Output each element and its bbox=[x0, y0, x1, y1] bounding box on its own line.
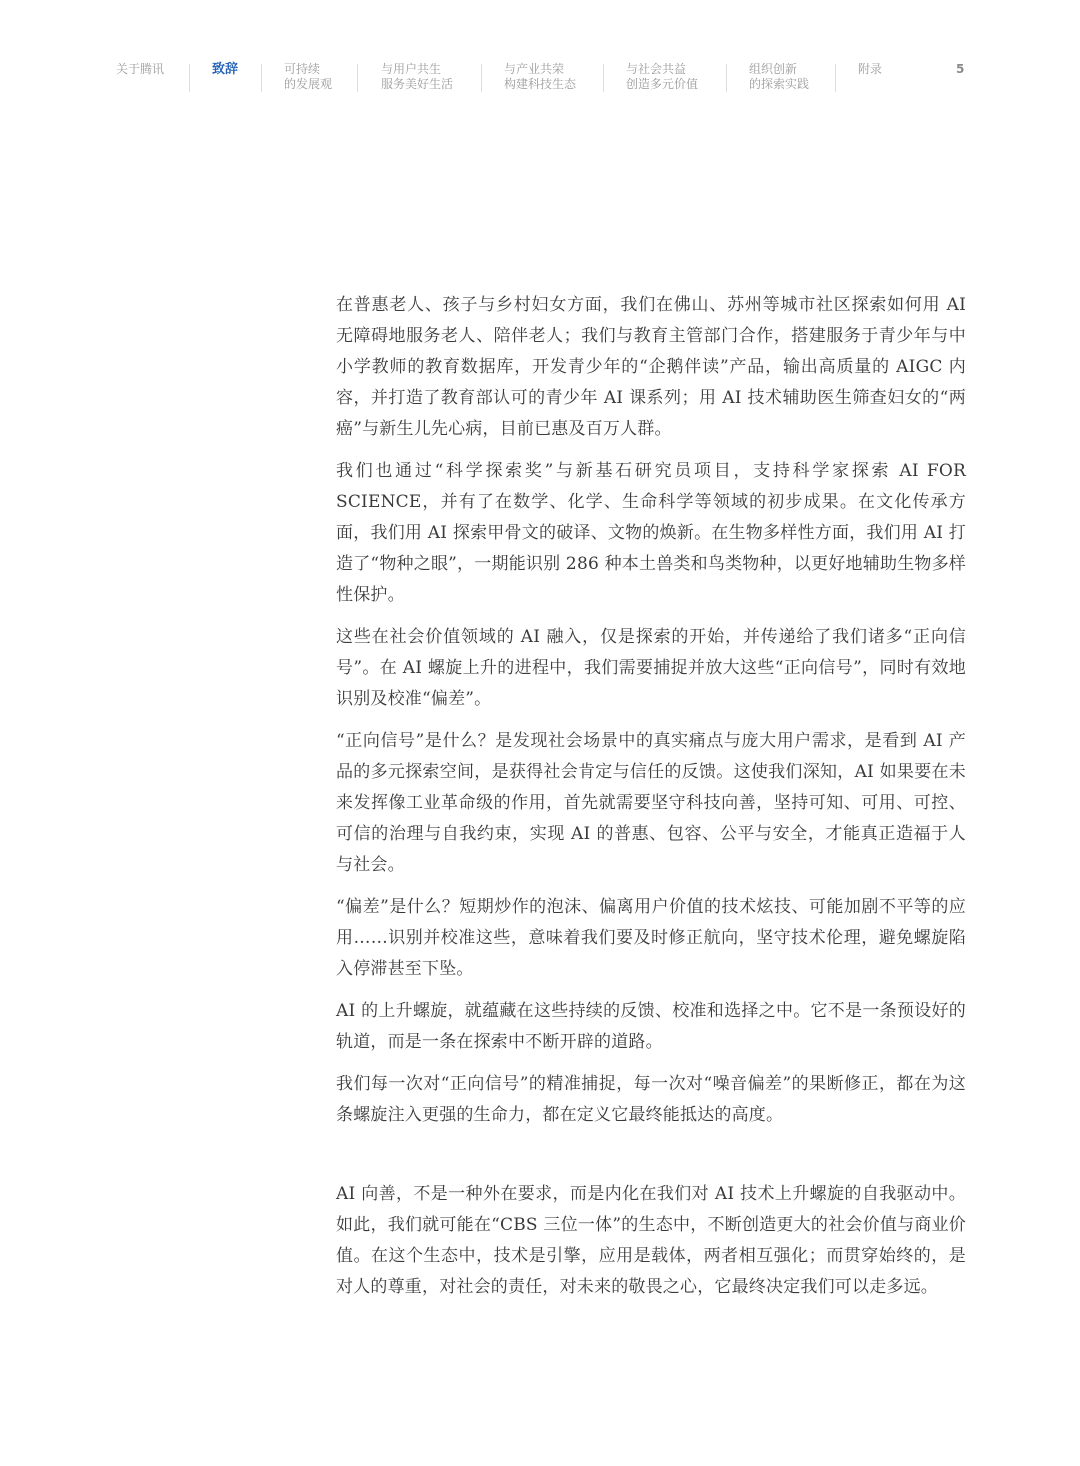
nav-divider bbox=[726, 64, 727, 92]
paragraph: 我们也通过“科学探索奖”与新基石研究员项目，支持科学家探索 AI FOR SCIENCE，并有了在数学、化学、生命科学等领域的初步成果。在文化传承方面，我们用 AI 探索甲骨文的破译、文物的焕新。在生物多样性方面，我们用 AI 打造了“物种之眼”，一期能识别 286 种本土兽类和鸟类物种，以更好地辅助生物多样性保护。 bbox=[336, 461, 966, 605]
nav-item-sublabel: 的发展观 bbox=[284, 77, 333, 91]
nav-item-users[interactable] bbox=[381, 62, 453, 92]
nav-item-label: 关于腾讯 bbox=[116, 62, 165, 76]
nav-item-label: 与用户共生 bbox=[381, 62, 442, 76]
article-body bbox=[336, 290, 966, 1314]
nav-item-sublabel: 的探索实践 bbox=[749, 77, 810, 91]
nav-divider bbox=[481, 64, 482, 92]
nav-item-label: 组织创新 bbox=[749, 62, 798, 76]
nav-divider bbox=[357, 64, 358, 92]
nav-item-address[interactable] bbox=[212, 62, 238, 77]
nav-item-sublabel: 构建科技生态 bbox=[504, 77, 577, 91]
nav-item-sustainable-development[interactable] bbox=[284, 62, 332, 92]
paragraph: “偏差”是什么？短期炒作的泡沫、偏离用户价值的技术炫技、可能加剧不平等的应用……识别并校准这些，意味着我们要及时修正航向，坚守技术伦理，避免螺旋陷入停滞甚至下坠。 bbox=[336, 897, 966, 979]
paragraph: AI 向善，不是一种外在要求，而是内化在我们对 AI 技术上升螺旋的自我驱动中。如此，我们就可能在“CBS 三位一体”的生态中，不断创造更大的社会价值与商业价值。在这个生态中，技术是引擎，应用是载体，两者相互强化；而贯穿始终的，是对人的尊重，对社会的责任，对未来的敬畏之心，它最终决定我们可以走多远。 bbox=[336, 1184, 966, 1297]
nav-item-label: 附录 bbox=[858, 62, 883, 76]
nav-item-organizational-innovation[interactable] bbox=[749, 62, 809, 92]
nav-divider bbox=[603, 64, 604, 92]
paragraph: AI 的上升螺旋，就蕴藏在这些持续的反馈、校准和选择之中。它不是一条预设好的轨道，而是一条在探索中不断开辟的道路。 bbox=[336, 1001, 966, 1052]
paragraph: 在普惠老人、孩子与乡村妇女方面，我们在佛山、苏州等城市社区探索如何用 AI 无障碍地服务老人、陪伴老人；我们与教育主管部门合作，搭建服务于青少年与中小学教师的教育数据库，开发青少年的“企鹅伴读”产品，输出高质量的 AIGC 内容，并打造了教育部认可的青少年 AI 课系列；用 AI 技术辅助医生筛查妇女的“两癌”与新生儿先心病，目前已惠及百万人群。 bbox=[336, 295, 966, 439]
nav-item-label: 与产业共荣 bbox=[504, 62, 565, 76]
nav-item-industry[interactable] bbox=[504, 62, 576, 92]
nav-item-label: 与社会共益 bbox=[626, 62, 687, 76]
nav-item-appendix[interactable] bbox=[858, 62, 882, 77]
nav-item-about-tencent[interactable] bbox=[116, 62, 164, 77]
paragraph: 我们每一次对“正向信号”的精准捕捉，每一次对“噪音偏差”的果断修正，都在为这条螺旋注入更强的生命力，都在定义它最终能抵达的高度。 bbox=[336, 1074, 966, 1125]
nav-item-label: 致辞 bbox=[212, 62, 239, 77]
nav-item-sublabel: 创造多元价值 bbox=[626, 77, 699, 91]
nav-item-society[interactable] bbox=[626, 62, 698, 92]
page-number: 5 bbox=[956, 62, 965, 76]
nav-item-sublabel: 服务美好生活 bbox=[381, 77, 454, 91]
nav-divider bbox=[835, 64, 836, 92]
nav-divider bbox=[189, 64, 190, 92]
top-navigation bbox=[0, 62, 1080, 98]
paragraph: “正向信号”是什么？是发现社会场景中的真实痛点与庞大用户需求，是看到 AI 产品的多元探索空间，是获得社会肯定与信任的反馈。这使我们深知，AI 如果要在未来发挥像工业革命级的作用，首先就需要坚守科技向善，坚持可知、可用、可控、可信的治理与自我约束，实现 AI 的普惠、包容、公平与安全，才能真正造福于人与社会。 bbox=[336, 731, 966, 875]
paragraph: 这些在社会价值领域的 AI 融入，仅是探索的开始，并传递给了我们诸多“正向信号”。在 AI 螺旋上升的进程中，我们需要捕捉并放大这些“正向信号”，同时有效地识别及校准“偏差”。 bbox=[336, 627, 966, 709]
nav-item-label: 可持续 bbox=[284, 62, 321, 76]
nav-divider bbox=[261, 64, 262, 92]
